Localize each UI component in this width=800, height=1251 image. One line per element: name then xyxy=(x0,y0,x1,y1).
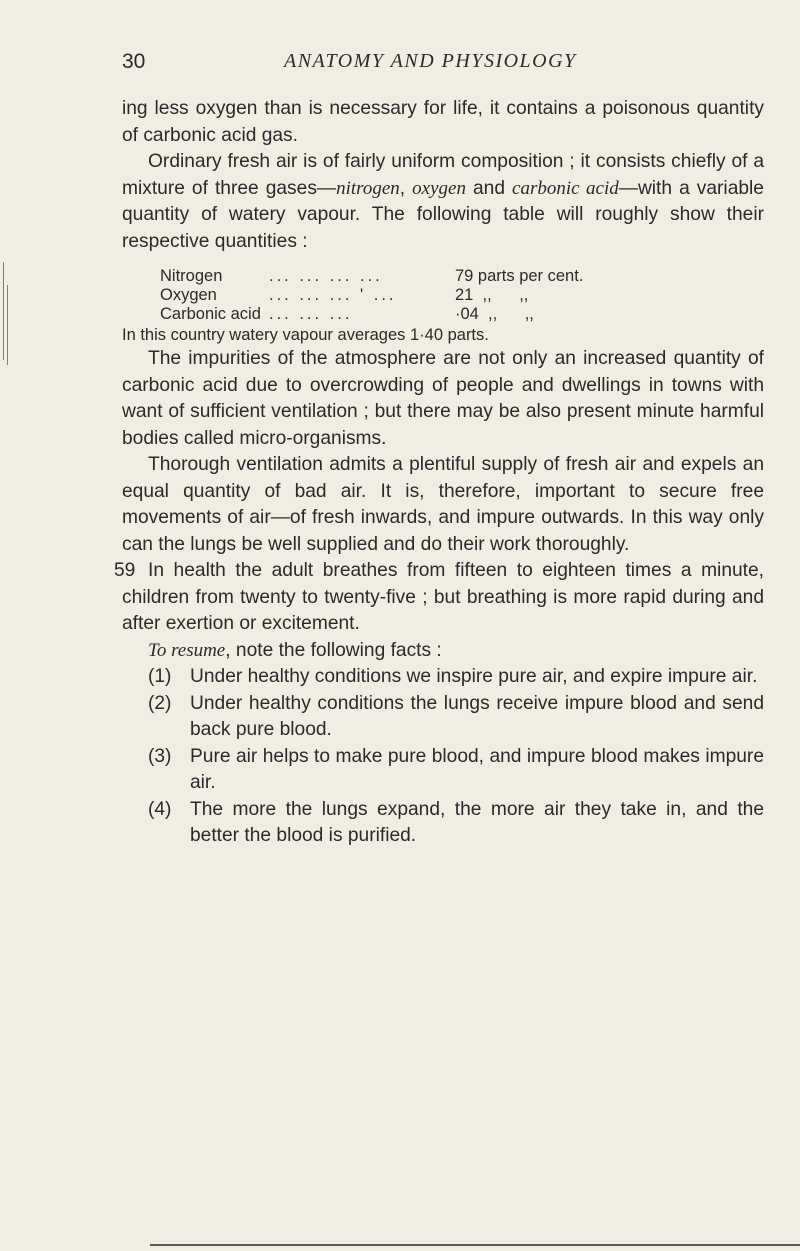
table-row xyxy=(160,305,764,324)
gas-value: 21 ,, ,, xyxy=(455,286,529,304)
paragraph-text: , note the following facts : xyxy=(225,639,442,661)
body-text xyxy=(114,96,764,850)
paragraph: Thorough ventilation admits a plentiful supply of fresh air and expels an equal quantity of bad air. It is, therefore, important to secure free movements of air—of fresh inwards, and impure outwards. In this way only can the lungs be well supplied and do their work thoroughly. xyxy=(122,454,764,555)
list-marker: (1) xyxy=(148,666,172,687)
paragraph: The impurities of the atmosphere are not only an increased quantity of carbonic acid due to overcrowding of people and dwellings in towns with want of sufficient ventilation ; but there may be also present minute harmful bodies called micro-organisms. xyxy=(122,348,764,449)
margin-pencil-mark xyxy=(3,262,4,360)
emphasis: oxygen xyxy=(412,177,466,199)
section-paragraph xyxy=(114,558,764,638)
list-text: Under healthy conditions we inspire pure air, and expire impure air. xyxy=(190,666,758,687)
paragraph-text: In health the adult breathes from fifteen to eighteen times a minute, children from twenty to twenty-five ; but breathing is more rapid during and after exertion or excitement. xyxy=(122,560,764,634)
list-marker: (3) xyxy=(148,745,172,767)
leader-dots: ... ... ... xyxy=(269,305,353,323)
margin-pencil-mark xyxy=(7,285,8,365)
vapour-note: In this country watery vapour averages 1·40 parts. xyxy=(122,326,489,344)
section-number: 59 xyxy=(114,560,136,581)
list-item xyxy=(122,744,764,797)
table-row xyxy=(160,267,764,286)
list-item xyxy=(122,797,764,850)
list-text: The more the lungs expand, the more air they take in, and the better the blood is purified. xyxy=(190,798,764,846)
gas-value: ·04 ,, ,, xyxy=(455,305,534,323)
paragraph xyxy=(122,149,764,255)
list-marker: (2) xyxy=(148,692,172,714)
gases-table xyxy=(160,267,764,324)
table-row xyxy=(160,286,764,305)
gas-name: Carbonic acid xyxy=(160,305,261,323)
gas-name: Oxygen xyxy=(160,286,217,304)
paragraph xyxy=(122,638,764,665)
paragraph-text: and xyxy=(465,177,513,199)
page-number: 30 xyxy=(122,50,146,73)
paragraph-text: —with a variable quantity of watery vapour. The following table will roughly show their respective quantities : xyxy=(122,177,764,252)
gas-name: Nitrogen xyxy=(160,267,223,285)
list-text: Under healthy conditions the lungs receive impure blood and send back pure blood. xyxy=(190,692,764,740)
bottom-edge-line xyxy=(150,1244,800,1246)
list-text: Pure air helps to make pure blood, and impure blood makes impure air. xyxy=(190,745,764,793)
list-item xyxy=(122,664,764,691)
list-marker: (4) xyxy=(148,798,172,820)
paragraph-text: , xyxy=(399,177,413,199)
emphasis: carbonic acid xyxy=(512,177,619,199)
gas-value: 79 parts per cent. xyxy=(455,267,584,285)
emphasis: To resume xyxy=(148,639,226,661)
page-header xyxy=(122,50,762,80)
running-head: ANATOMY AND PHYSIOLOGY xyxy=(284,50,577,72)
paragraph-text: Ordinary fresh air is of fairly uniform composition ; it consists chiefly of a mixture of three gases— xyxy=(122,151,764,199)
paragraph: ing less oxygen than is necessary for life, it contains a poisonous quantity of carbonic acid gas. xyxy=(122,98,764,146)
leader-dots: ... ... ... ' ... xyxy=(269,286,397,304)
list-item xyxy=(122,691,764,744)
leader-dots: ... ... ... ... xyxy=(269,267,383,285)
emphasis: nitrogen xyxy=(336,177,400,199)
